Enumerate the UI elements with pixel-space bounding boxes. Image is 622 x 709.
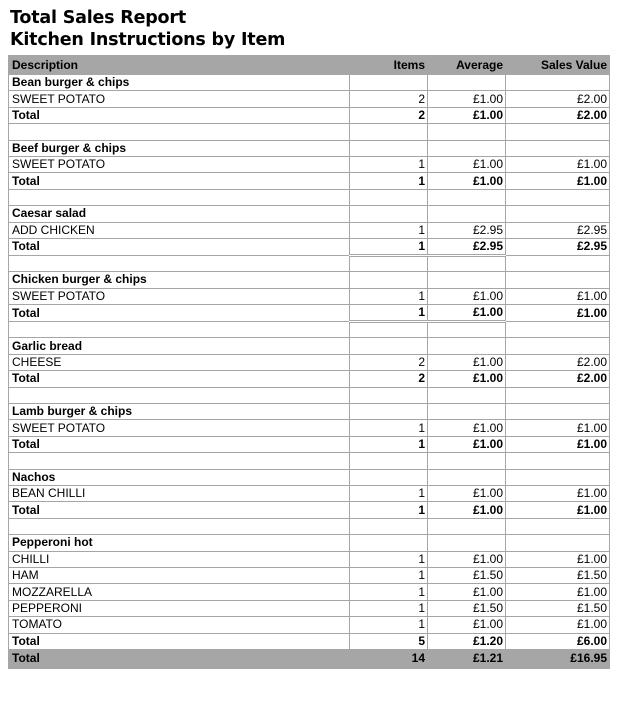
group-total-row — [9, 173, 610, 189]
total-label: Total — [9, 633, 350, 649]
column-header-description: Description — [9, 56, 350, 75]
line-items: 1 — [350, 600, 428, 616]
line-average: £1.00 — [428, 156, 506, 172]
table-row — [9, 420, 610, 436]
grand-total-average: £1.21 — [428, 649, 506, 668]
group-title-row — [9, 404, 610, 420]
group-total-row — [9, 238, 610, 255]
line-sales-value: £1.00 — [506, 485, 610, 501]
total-label: Total — [9, 436, 350, 452]
total-sales-value: £2.95 — [506, 238, 610, 255]
header-row — [9, 56, 610, 75]
line-sales-value: £2.00 — [506, 91, 610, 107]
total-items: 2 — [350, 107, 428, 123]
spacer-row — [9, 322, 610, 338]
group-total-row — [9, 436, 610, 452]
total-items: 1 — [350, 436, 428, 452]
line-description: SWEET POTATO — [9, 420, 350, 436]
line-sales-value: £1.00 — [506, 617, 610, 633]
total-average: £1.00 — [428, 502, 506, 518]
table-row — [9, 222, 610, 238]
line-average: £2.95 — [428, 222, 506, 238]
total-items: 1 — [350, 173, 428, 189]
report-title-block — [10, 7, 285, 51]
line-sales-value: £1.00 — [506, 156, 610, 172]
group-total-row — [9, 502, 610, 518]
total-items: 1 — [350, 238, 428, 255]
table-row — [9, 485, 610, 501]
line-description: CHEESE — [9, 354, 350, 370]
group-title-row — [9, 535, 610, 551]
total-items: 2 — [350, 371, 428, 387]
line-average: £1.00 — [428, 485, 506, 501]
column-header-average: Average — [428, 56, 506, 75]
table-row — [9, 91, 610, 107]
group-title-row — [9, 338, 610, 354]
line-items: 1 — [350, 551, 428, 567]
report-title: Total Sales Report — [10, 8, 186, 28]
line-average: £1.00 — [428, 551, 506, 567]
total-label: Total — [9, 173, 350, 189]
total-sales-value: £1.00 — [506, 173, 610, 189]
spacer-row — [9, 387, 610, 403]
total-sales-value: £1.00 — [506, 436, 610, 452]
table-row — [9, 551, 610, 567]
line-sales-value: £2.00 — [506, 354, 610, 370]
group-name: Bean burger & chips — [9, 75, 350, 91]
line-description: CHILLI — [9, 551, 350, 567]
total-label: Total — [9, 238, 350, 255]
total-label: Total — [9, 502, 350, 518]
total-sales-value: £6.00 — [506, 633, 610, 649]
line-items: 1 — [350, 420, 428, 436]
group-name: Chicken burger & chips — [9, 272, 350, 288]
group-name: Pepperoni hot — [9, 535, 350, 551]
group-name: Caesar salad — [9, 206, 350, 222]
line-description: SWEET POTATO — [9, 156, 350, 172]
spacer-row — [9, 518, 610, 534]
group-name: Garlic bread — [9, 338, 350, 354]
sales-report-table — [8, 55, 610, 669]
line-description: PEPPERONI — [9, 600, 350, 616]
total-items: 1 — [350, 502, 428, 518]
group-title-row — [9, 75, 610, 91]
grand-total-label: Total — [9, 649, 350, 668]
group-name: Lamb burger & chips — [9, 404, 350, 420]
line-items: 1 — [350, 584, 428, 600]
spacer-row — [9, 255, 610, 271]
total-items: 5 — [350, 633, 428, 649]
table-row — [9, 584, 610, 600]
line-description: MOZZARELLA — [9, 584, 350, 600]
line-items: 1 — [350, 485, 428, 501]
total-average: £1.00 — [428, 173, 506, 189]
total-label: Total — [9, 107, 350, 123]
total-sales-value: £2.00 — [506, 107, 610, 123]
group-total-row — [9, 107, 610, 123]
line-average: £1.00 — [428, 354, 506, 370]
total-sales-value: £2.00 — [506, 371, 610, 387]
line-description: SWEET POTATO — [9, 91, 350, 107]
line-sales-value: £1.50 — [506, 600, 610, 616]
report-subtitle: Kitchen Instructions by Item — [10, 30, 286, 50]
group-title-row — [9, 206, 610, 222]
line-average: £1.50 — [428, 567, 506, 583]
table-row — [9, 567, 610, 583]
group-title-row — [9, 140, 610, 156]
line-items: 2 — [350, 354, 428, 370]
total-sales-value: £1.00 — [506, 305, 610, 322]
line-average: £1.50 — [428, 600, 506, 616]
total-items: 1 — [350, 305, 428, 322]
line-sales-value: £2.95 — [506, 222, 610, 238]
line-description: SWEET POTATO — [9, 288, 350, 304]
total-average: £1.00 — [428, 436, 506, 452]
line-sales-value: £1.00 — [506, 420, 610, 436]
line-sales-value: £1.00 — [506, 551, 610, 567]
table-row — [9, 354, 610, 370]
line-sales-value: £1.00 — [506, 288, 610, 304]
spacer-row — [9, 453, 610, 469]
total-average: £1.00 — [428, 107, 506, 123]
grand-total-items: 14 — [350, 649, 428, 668]
grand-total-row — [9, 649, 610, 668]
column-header-sales-value: Sales Value — [506, 56, 610, 75]
group-total-row — [9, 633, 610, 649]
group-title-row — [9, 469, 610, 485]
line-sales-value: £1.50 — [506, 567, 610, 583]
total-label: Total — [9, 371, 350, 387]
total-average: £1.20 — [428, 633, 506, 649]
group-name: Nachos — [9, 469, 350, 485]
table-row — [9, 288, 610, 304]
line-items: 2 — [350, 91, 428, 107]
total-average: £1.00 — [428, 371, 506, 387]
group-total-row — [9, 371, 610, 387]
group-name: Beef burger & chips — [9, 140, 350, 156]
spacer-row — [9, 124, 610, 140]
total-sales-value: £1.00 — [506, 502, 610, 518]
grand-total-sales-value: £16.95 — [506, 649, 610, 668]
column-header-items: Items — [350, 56, 428, 75]
line-average: £1.00 — [428, 288, 506, 304]
group-title-row — [9, 272, 610, 288]
line-sales-value: £1.00 — [506, 584, 610, 600]
line-description: ADD CHICKEN — [9, 222, 350, 238]
table-row — [9, 617, 610, 633]
line-items: 1 — [350, 288, 428, 304]
line-average: £1.00 — [428, 617, 506, 633]
table-row — [9, 156, 610, 172]
spacer-row — [9, 189, 610, 205]
line-items: 1 — [350, 156, 428, 172]
line-average: £1.00 — [428, 420, 506, 436]
line-description: BEAN CHILLI — [9, 485, 350, 501]
line-description: TOMATO — [9, 617, 350, 633]
total-average: £2.95 — [428, 238, 506, 255]
total-label: Total — [9, 305, 350, 322]
line-items: 1 — [350, 617, 428, 633]
line-average: £1.00 — [428, 584, 506, 600]
line-average: £1.00 — [428, 91, 506, 107]
line-description: HAM — [9, 567, 350, 583]
group-total-row — [9, 305, 610, 322]
table-row — [9, 600, 610, 616]
total-average: £1.00 — [428, 305, 506, 322]
line-items: 1 — [350, 222, 428, 238]
line-items: 1 — [350, 567, 428, 583]
